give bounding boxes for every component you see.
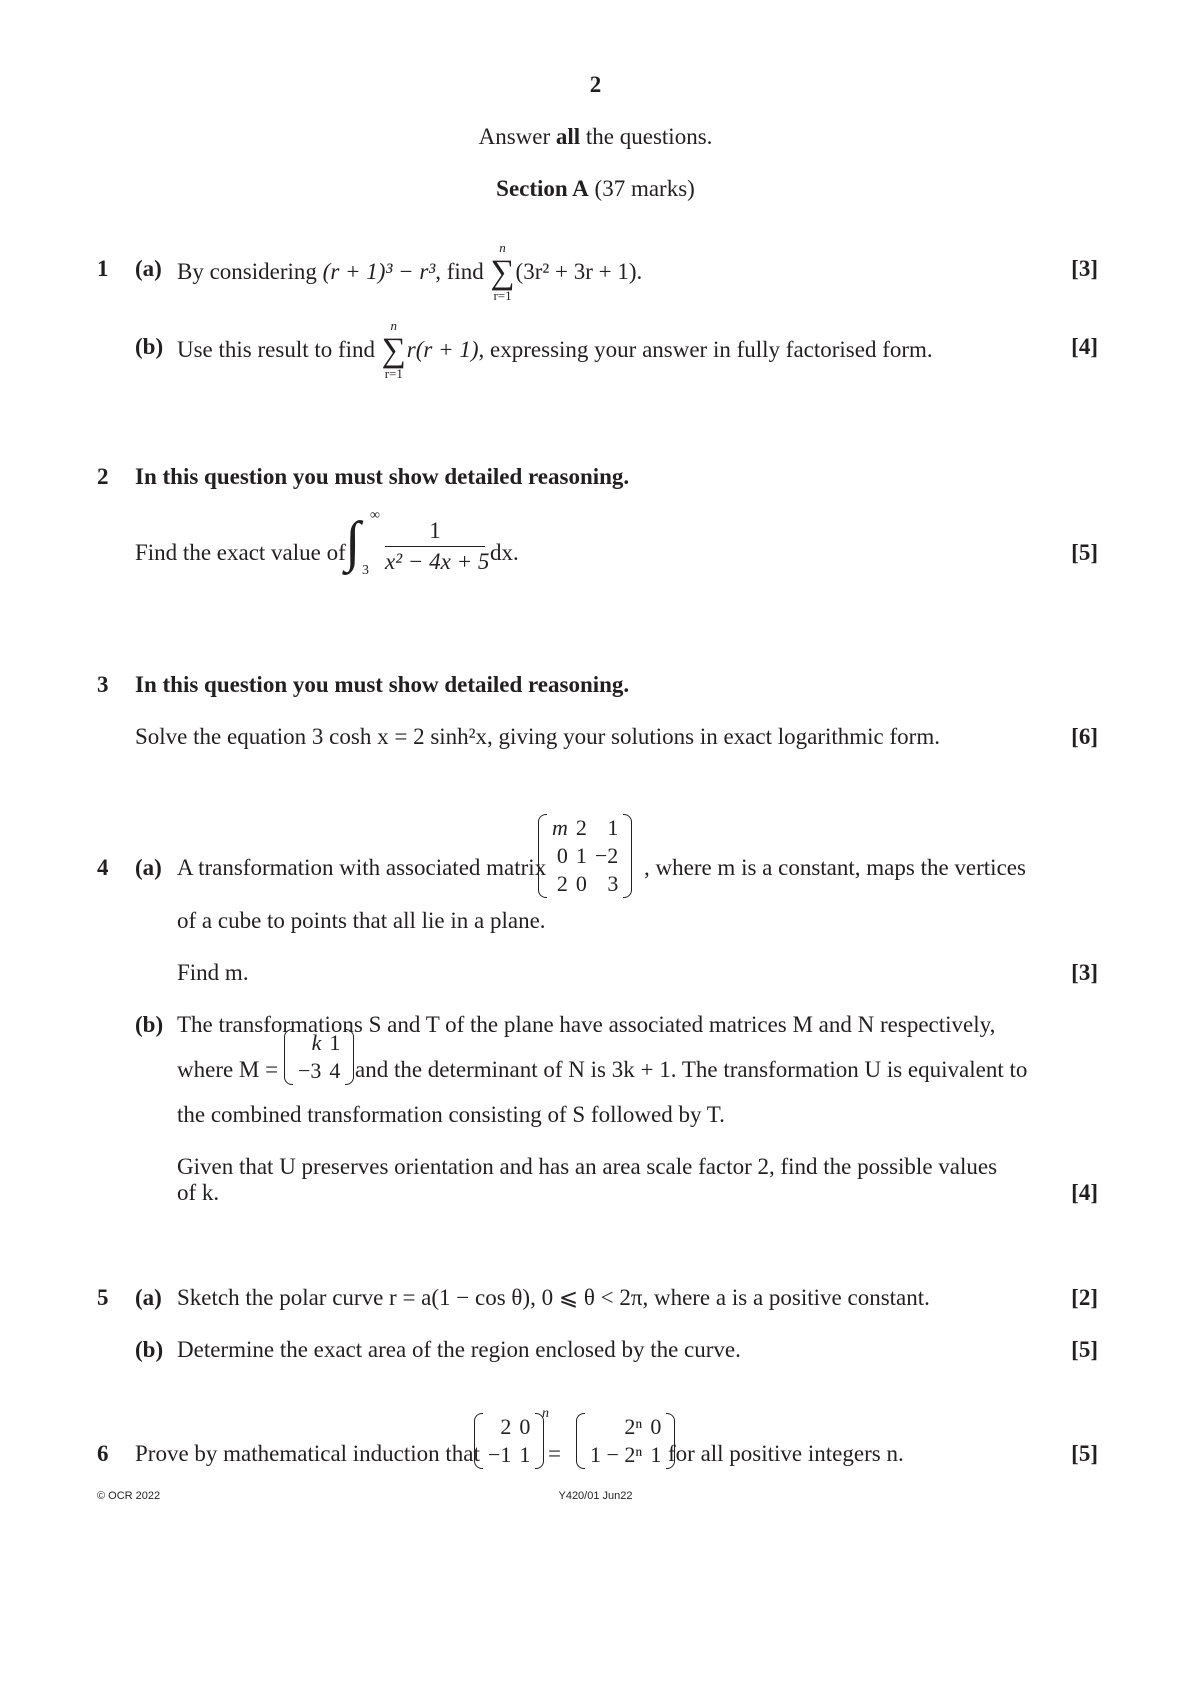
q1b-sum-bottom: r=1 [384,366,403,381]
q2-marks: [5] [1071,540,1098,565]
q4b-matrix-cell-0-1: 1 [329,1030,341,1055]
q5-number: 5 [97,1285,109,1310]
q2-lower-limit: 3 [362,563,369,578]
q1a-sum-top: n [499,240,506,255]
q1b-text2: , expressing your answer in fully factorised form. [478,337,933,362]
q1-number: 1 [97,256,109,281]
q4b-marks: [4] [1071,1180,1098,1205]
q2-integral-sign: ∫ [345,511,361,573]
q4a-label: (a) [135,855,162,880]
q6-matrix1-cell-1-1: 1 [519,1442,531,1467]
q4a-text3: of a cube to points that all lie in a plane. [177,908,546,933]
q4a-matrix-cell-1-1: 1 [575,843,587,868]
q5a-marks: [2] [1071,1285,1098,1310]
q4a-matrix-cell-0-2: 1 [607,815,619,840]
q4a-text2: , where m is a constant, maps the vertices [644,855,1026,880]
q4a-matrix-cell-2-1: 0 [575,871,587,896]
footer-copyright: © OCR 2022 [97,1490,161,1502]
q4b-matrix-cell-0-0: k [311,1030,322,1055]
q6-matrix2 [576,1413,675,1469]
q1a-label: (a) [135,256,162,281]
footer-paper-code: Y420/01 Jun22 [558,1490,633,1502]
q6-matrix2-cell-1-0: 1 − 2ⁿ [590,1442,643,1467]
q1a-text2: , find [435,259,490,284]
q4b-matrix-cell-1-1: 4 [329,1058,341,1083]
q6-text2: for all positive integers n. [668,1441,904,1466]
q4a-matrix-cell-2-2: 3 [607,871,619,896]
q3-number: 3 [97,672,109,697]
q4a-matrix-cell-1-0: 0 [556,843,568,868]
q3-marks: [6] [1071,724,1098,749]
q5a-text: Sketch the polar curve r = a(1 − cos θ), 0 ⩽ θ < 2π, where a is a positive constant. [177,1285,930,1310]
q3-text: Solve the equation 3 cosh x = 2 sinh²x, giving your solutions in exact logarithmic form. [135,724,940,749]
q1a-sum-symbol: ∑ n r=1 [490,256,516,290]
q4a-text1: A transformation with associated matrix [177,855,547,880]
q6-matrix1-cell-1-0: −1 [488,1442,512,1467]
q4a-find: Find m. [177,960,249,985]
q2-upper-limit: ∞ [370,508,380,523]
q4b-matrix [284,1029,354,1085]
q2-text: Find the exact value of [135,540,346,565]
q4b-line5: of k. [177,1180,220,1205]
q2-lead: In this question you must show detailed reasoning. [135,464,630,489]
q2-dx: dx. [490,540,519,565]
q1a-text [177,240,643,303]
q4a-matrix-cell-0-0: m [552,815,568,840]
q4b-matrix-cell-1-0: −3 [298,1058,322,1083]
q4b-line1: The transformations S and T of the plane have associated matrices M and N respectively, [177,1012,996,1037]
q1a-expr1: (r + 1)³ − r³ [322,259,436,284]
instruction [0,124,1191,150]
q4b-label: (b) [135,1012,164,1037]
q1b-text1: Use this result to find [177,337,381,362]
q6-matrix1-cell-0-0: 2 [500,1414,512,1439]
q4b-line3: the combined transformation consisting of S followed by T. [177,1102,725,1127]
q2-fraction-bar [385,546,485,547]
q6-matrix1-cell-0-1: 0 [519,1414,531,1439]
q5b-marks: [5] [1071,1337,1098,1362]
q1a-expr2: (3r² + 3r + 1). [515,259,643,284]
q4b-where: where M = [177,1057,279,1082]
q4a-matrix-cell-0-1: 2 [575,815,587,840]
q1b-expr: r(r + 1) [406,337,479,362]
q6-power: n [542,1406,549,1421]
q6-number: 6 [97,1441,109,1466]
q5b-label: (b) [135,1337,164,1362]
q2-numerator: 1 [429,518,441,543]
q2-number: 2 [97,464,109,489]
instruction-prefix: Answer [478,124,556,149]
q1b-sum-top: n [390,318,398,333]
q1b-text [177,318,933,381]
q6-matrix2-cell-0-1: 0 [650,1414,662,1439]
q4-number: 4 [97,855,109,880]
instruction-bold: all [555,124,581,149]
page-number: 2 [589,72,602,97]
q1b-sum-symbol: ∑ n r=1 [381,334,407,368]
q6-matrix2-cell-0-0: 2ⁿ [624,1414,643,1439]
q6-equals: = [548,1441,561,1466]
q6-marks: [5] [1071,1441,1098,1466]
q4b-line2: and the determinant of N is 3k + 1. The transformation U is equivalent to [355,1057,1028,1082]
q4a-matrix [538,814,632,898]
q4a-matrix-cell-2-0: 2 [556,871,568,896]
q4a-marks: [3] [1071,960,1098,985]
q5b-text: Determine the exact area of the region enclosed by the curve. [177,1337,741,1362]
q1b-marks: [4] [1071,334,1098,359]
q1b-label: (b) [135,334,164,359]
q6-matrix1 [474,1413,544,1469]
q1a-marks: [3] [1071,256,1098,281]
instruction-suffix: the questions. [580,124,713,149]
q5a-label: (a) [135,1285,162,1310]
q2-denominator: x² − 4x + 5 [385,549,490,574]
q1a-text1: By considering [177,259,323,284]
q6-text1: Prove by mathematical induction that [135,1441,480,1466]
section-title: Section A [496,176,589,201]
q4a-matrix-cell-1-2: −2 [594,843,619,868]
q3-lead: In this question you must show detailed reasoning. [135,672,630,697]
q4b-line4: Given that U preserves orientation and has an area scale factor 2, find the possible values [177,1154,998,1179]
section-marks: (37 marks) [588,176,695,201]
section-heading [0,176,1191,202]
q6-matrix2-cell-1-1: 1 [650,1442,662,1467]
q1a-sum-bottom: r=1 [493,288,512,303]
